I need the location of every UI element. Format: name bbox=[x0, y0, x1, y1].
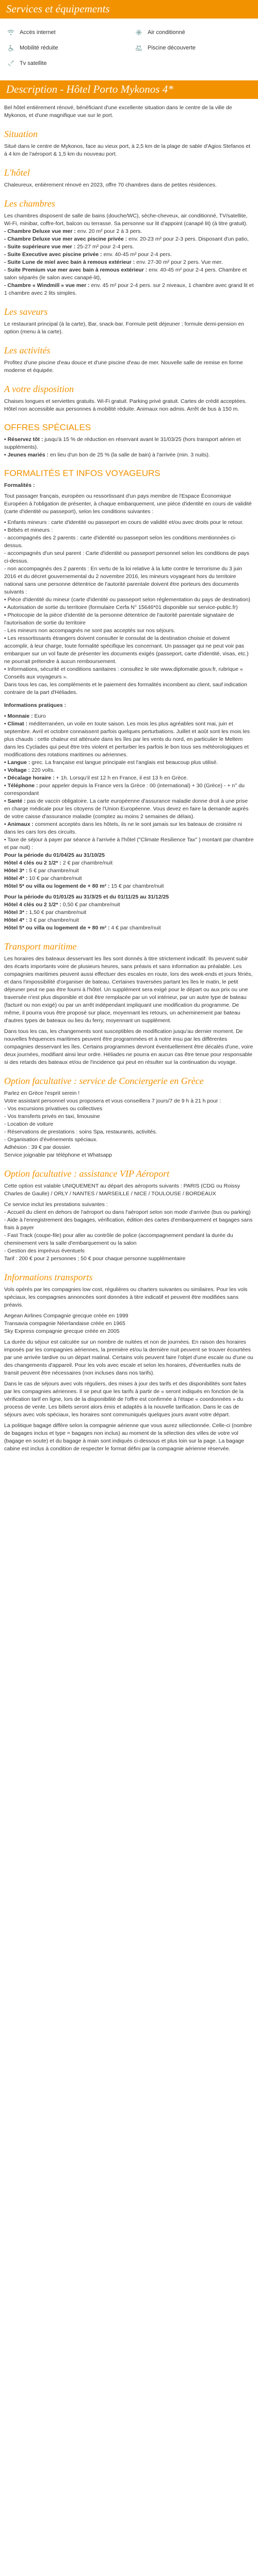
service-label: Accès internet bbox=[20, 29, 56, 36]
service-aircon bbox=[129, 29, 258, 36]
practical-item: Hôtel 4* : 10 € par chambre/nuit bbox=[4, 875, 82, 882]
formalities-paragraph: Tout passager français, européen ou ressortissant d'un pays membre de l'Espace Économique Européen à l'obligation de présenter, à chaque embarquement, une pièce d'identité en cours de validité (carte d'identité ou passeport), selon les conditions suivantes : bbox=[4, 493, 252, 515]
snowflake-icon bbox=[132, 29, 146, 36]
rooms-line: - Suite Premium vue mer avec bain à remous extérieur : env. 40-45 m² pour 2-4 pers. Chambre et salon séparés (le salon avec canapé-lit), bbox=[4, 267, 247, 281]
formalities-paragraph: • Informations, sécurité et conditions sanitaires : consultez le site www.diplomatie.gouv.fr, rubrique « Conseils aux voyageurs ». bbox=[4, 666, 243, 680]
practical-item: Pour la période du 01/04/25 au 31/10/25 bbox=[4, 852, 105, 858]
formalities-body bbox=[4, 493, 254, 697]
rooms-line: - Chambre « Windmill » vue mer : env. 45 m² pour 2-4 pers. sur 2 niveaux, 1 chambre avec grand lit et 1 chambre avec 2 lits simples. bbox=[4, 282, 254, 296]
formalities-paragraph: • Bébés et mineurs : bbox=[4, 527, 53, 533]
info-paragraph: La politique bagage diffère selon la compagnie aérienne que vous aurez sélectionnée. Celle-ci (nombre de bagages inclus et type = bagages non inclus) au moment de la sélection des villes de votre vol (bagage en soute) et du bagage à main sont indiqués ci-dessous et plus loin sur la page. La bagage cabine est inclus à condition de respecter le format défini par la compagnie aérienne réservée. bbox=[4, 1422, 252, 1452]
practical-item: Hôtel 3* : 1,50 € par chambre/nuit bbox=[4, 909, 87, 916]
offers-heading: OFFRES SPÉCIALES bbox=[4, 422, 91, 432]
hotel-text: Chaleureux, entièrement rénové en 2023, offre 70 chambres dans de petites résidences. bbox=[4, 182, 217, 188]
practical-body bbox=[4, 713, 254, 932]
vip-item: - Gestion des imprévus éventuels bbox=[4, 1248, 85, 1254]
concierge-item: Adhésion : 39 € par dossier. bbox=[4, 1144, 72, 1150]
flavors-text: Le restaurant principal (à la carte), Bar, snack-bar. Formule petit déjeuner ; formule demi-pension en option (menu à la carte). bbox=[4, 321, 245, 335]
practical-item: Hôtel 3* : 5 € par chambre/nuit bbox=[4, 868, 79, 874]
activities-text: Profitez d'une piscine d'eau douce et d'une piscine d'eau de mer. Nouvelle salle de remise en forme moderne et équipée. bbox=[4, 360, 243, 374]
practical-item: Hôtel 5* ou villa ou logement de + 80 m² : 15 € par chambre/nuit bbox=[4, 883, 164, 889]
service-internet bbox=[0, 29, 129, 36]
info-paragraph: Sky Express compagnie grecque créée en 2005 bbox=[4, 1328, 120, 1334]
offer-item: • Jeunes mariés : en lieu d'un bon de 25 % (la salle de bain) à l'arrivée (min. 3 nuits). bbox=[4, 452, 210, 458]
concierge-item: Votre assistant personnel vous proposera et vous conseillera 7 jours/7 de 9 h à 21 h pour : bbox=[4, 1098, 221, 1104]
rooms-line: - Suite Executive avec piscine privée : env. 40-45 m² pour 2-4 pers. bbox=[4, 251, 172, 258]
formalities-paragraph: - non accompagnés des 2 parents : En vertu de la loi relative à la lutte contre le terrorisme du 3 juin 2016 et du décret gouvernemental du 2 novembre 2016, les mineurs voyageant hors du territoire national sans une personne détentrice de l'autorité parentale doivent être porteurs des documents suivants : bbox=[4, 566, 243, 595]
formalities-paragraph: • Photocopie de la pièce d'identité de la personne détentrice de l'autorité parentale signataire de l'autorisation de sortie du territoire bbox=[4, 612, 234, 626]
info-paragraph: Dans le cas de séjours avec vols réguliers, des mises à jour des tarifs et des disponibilités sont faites par les compagnies aériennes. Il se peut que les tarifs à partir de « seront indiqués en fonction de la vérification tarif en ligne, lors de la disponibilité de l'offre est confirmée à l'étape « coordonnées » du process de vente. Les billets seront alors émis et adaptés à la nouvelle tarification. Dans le cas de séjours avec vols spéciaux, les horaires sont communiqués quelques jours avant votre départ. bbox=[4, 1381, 247, 1418]
info-paragraph: Aegean Airlines Compagnie grecque créée en 1999 bbox=[4, 1313, 128, 1319]
situation-text: Situé dans le centre de Mykonos, face au vieux port, à 2,5 km de la plage de sable d'Agios Stefanos et à 4 km de l'aéroport & 1,5 km du nouveau port. bbox=[4, 143, 251, 157]
concierge-item: - Location de voiture bbox=[4, 1121, 54, 1127]
services-list bbox=[0, 19, 258, 79]
practical-item: • Langue : grec. La française est langue principale est l'anglais est beaucoup plus utilisé. bbox=[4, 759, 218, 766]
concierge-item: - Organisation d'événements spéciaux. bbox=[4, 1137, 98, 1143]
practical-item: • Animaux : comment acceptés dans les hôtels, ils ne le sont jamais sur les bateaux de croisière ni dans les cars lors des circuits. bbox=[4, 821, 242, 835]
disposal-heading: A votre disposition bbox=[4, 384, 74, 394]
flavors-heading: Les saveurs bbox=[4, 307, 48, 317]
practical-item: • Voltage : 220 volts. bbox=[4, 767, 55, 773]
satellite-icon bbox=[4, 60, 18, 66]
service-label: Mobilité réduite bbox=[20, 45, 58, 51]
transport-paragraph: Les horaires des bateaux desservant les îles sont donnés à titre strictement indicatif. Ils peuvent subir des écarts importants voire de plusieurs heures, sans préavis et sans information au préalable. Les compagnies maritimes peuvent aussi effectuer des escales en route, lors des week-ends et jours fériés, et dans l'impossibilité d'organiser de bateau. Certaines traversées partant les îles le matin, le petit déjeuner peut ne pas être fourni à l'hôtel. Un supplément sera exigé pour le départ ou aux prix ou une traversée n'est plus disponible et doit être remplacée par un vol intérieur, par un autre type de bateau (facturé ou non exigé) ou par un arrêt indépendant impliquant une modification du programme. De même, il pourra vous être proposé sur place, moyennant les retours, un acheminement par bateau d'autres types de bateaux ou lieu du ferry, moyennant un supplément. bbox=[4, 956, 253, 1024]
description-title: Description - Hôtel Porto Mykonos 4* bbox=[6, 83, 173, 95]
wheelchair-icon bbox=[4, 45, 18, 52]
service-mobility bbox=[0, 45, 129, 52]
services-title: Services et équipements bbox=[6, 3, 110, 15]
practical-item: • Taxe de séjour à payer par séance à l'arrivée à l'hôtel ("Climate Resilience Tax" ) montant par chambre et par nuit) : bbox=[4, 837, 254, 851]
formalities-paragraph: • Les ressortissants étrangers doivent consulter le consulat de la destination choisie et doivent accomplir, à leur charge, toute formalité spécifique les concernant. Un passager qui ne peut voir pas embarquer sur un vol faute de présenter les documents exigés (passeport, carte d'identité, visas, etc.) ne pourrait prétendre à aucun remboursement. bbox=[4, 635, 249, 665]
service-pool bbox=[129, 45, 258, 51]
rooms-line: - Chambre Deluxe vue mer : env. 20 m² pour 2 à 3 pers. bbox=[4, 228, 142, 234]
concierge-heading: Option facultative : service de Conciergerie en Grèce bbox=[4, 1076, 204, 1086]
description-content bbox=[0, 104, 258, 1453]
concierge-item: - Vos excursions privatives ou collectives bbox=[4, 1106, 103, 1112]
vip-item: - Fast Track (coupe-file) pour aller au contrôle de police (accompagnement pendant la durée du cheminement vers la salle d'embarquement ou la salon bbox=[4, 1232, 233, 1246]
concierge-body bbox=[4, 1090, 254, 1159]
vip-item: - Aide à l'enregistrement des bagages, vérification, édition des cartes d'embarquement et bagages sans frais à payer bbox=[4, 1217, 253, 1231]
rooms-line: - Chambre Deluxe vue mer avec piscine privée : env. 20-23 m² pour 2-3 pers. Disposant d'un patio, bbox=[4, 236, 249, 242]
concierge-item: Parlez en Grèce l'esprit serein ! bbox=[4, 1090, 80, 1096]
info-paragraph: Vols opérés par les compagnies low cost, régulières ou charters suivantes ou similaires. Pour les vols spéciaux, les compagnies annoncées sont données à titre indicatif et peuvent être modifiées sans préavis. bbox=[4, 1286, 248, 1308]
practical-item: • Téléphone : pour appeler depuis la France vers la Grèce : 00 (international) + 30 (Grèce) - + n° du correspondant bbox=[4, 783, 245, 796]
practical-item: • Décalage horaire : + 1h. Lorsqu'il est 12 h en France, il est 13 h en Grèce. bbox=[4, 775, 188, 781]
practical-item: • Monnaie : Euro bbox=[4, 713, 46, 719]
practical-item: Hôtel 4 clés ou 2 1/2* : 2 € par chambre/nuit bbox=[4, 860, 113, 866]
info-paragraph: La durée du séjour est calculée sur un nombre de nuitées et non de journées. En raison des horaires imposés par les compagnies aériennes, la première et/ou la dernière nuit peuvent se trouver écourtées par une arrivée tardive ou un départ matinal. Certains vols peuvent faire l'objet d'une escale ou d'une ou des changements d'appareil. Pour les vols avec escale et selon les horaires, d'éventuelles nuits de transit peuvent être nécessaires (non incluses dans nos tarifs). bbox=[4, 1339, 253, 1376]
service-tv bbox=[0, 60, 129, 66]
concierge-item: Service joignable par téléphone et Whatsapp bbox=[4, 1152, 112, 1158]
practical-item: Hôtel 5* ou villa ou logement de + 80 m² : 4 € par chambre/nuit bbox=[4, 925, 161, 931]
practical-label: Informations pratiques : bbox=[4, 702, 67, 708]
transport-heading: Transport maritime bbox=[4, 941, 77, 952]
rooms-line: Les chambres disposent de salle de bains (douche/WC), sèche-cheveux, air conditionné, TV/satellite, Wi-Fi, minibar, coffre-fort, balcon ou terrasse. Sa personne sur lit d'appoint (canapé lit) (à titre gratuit). bbox=[4, 213, 248, 227]
vip-item: - Accueil du client en dehors de l'aéroport ou dans l'aéroport selon son mode d'arrivée (bus ou parking) bbox=[4, 1209, 251, 1215]
vip-item: Cette option est valable UNIQUEMENT au départ des aéroports suivants : PARIS (CDG ou Roissy Charles de Gaulle) / ORLY / NANTES / MARSEILLE / NICE / TOULOUSE / BORDEAUX bbox=[4, 1183, 240, 1197]
practical-item: Hôtel 4* : 3 € par chambre/nuit bbox=[4, 917, 79, 923]
services-title-bar bbox=[0, 0, 258, 19]
info-body bbox=[4, 1286, 254, 1453]
description-title-bar bbox=[0, 80, 258, 99]
service-label: Tv satellite bbox=[20, 60, 47, 66]
rooms-line: - Suite Lune de miel avec bain à remous extérieur : env. 27-30 m² pour 2 pers. Vue mer. bbox=[4, 259, 223, 265]
practical-item: Hôtel 4 clés ou 2 1/2* : 0,50 € par chambre/nuit bbox=[4, 902, 120, 908]
vip-body bbox=[4, 1182, 254, 1263]
hotel-heading: L'hôtel bbox=[4, 167, 30, 178]
formalities-paragraph: - accompagnés des 2 parents : carte d'identité ou passeport selon les conditions mentionnées ci-dessus. bbox=[4, 535, 237, 549]
wifi-icon bbox=[4, 29, 18, 36]
disposal-text: Chaises longues et serviettes gratuits. Wi-Fi gratuit. Parking privé gratuit. Cartes de crédit acceptées. Hôtel non accessible aux personnes à mobilité réduite. Animaux non admis. Arrêt de bus à 150 m. bbox=[4, 398, 247, 412]
formalities-label: Formalités : bbox=[4, 482, 35, 488]
vip-item: Ce service inclut les prestations suivantes : bbox=[4, 1201, 108, 1208]
vip-heading: Option facultative : assistance VIP Aéroport bbox=[4, 1168, 170, 1179]
formalities-paragraph: • Autorisation de sortie du territoire (formulaire Cerfa N° 15646*01 disponible sur service-public.fr) bbox=[4, 604, 238, 611]
practical-item: • Santé : pas de vaccin obligatoire. La carte européenne d'assurance maladie donne droit à une prise en charge médicale pour les citoyens de l'Union Européenne. Vous devez en faire la demande auprès de votre caisse d'assurance maladie (comptez au moins 2 semaines de délais). bbox=[4, 798, 249, 820]
rooms-line: - Suite supérieure vue mer : 25-27 m² pour 2-4 pers. bbox=[4, 244, 134, 250]
situation-heading: Situation bbox=[4, 129, 38, 139]
practical-item: Pour la période du 01/01/25 au 31/3/25 et du 01/11/25 au 31/12/25 bbox=[4, 894, 169, 900]
info-heading: Informations transports bbox=[4, 1272, 93, 1282]
info-paragraph: Transavia compagnie Néerlandaise créée en 1965 bbox=[4, 1320, 125, 1327]
service-label: Air conditionné bbox=[148, 29, 185, 36]
service-label: Piscine découverte bbox=[148, 45, 196, 51]
offer-item: • Réservez tôt : jusqu'à 15 % de réduction en réservant avant le 31/03/25 (hors transport aérien et suppléments). bbox=[4, 436, 241, 450]
transport-paragraph: Dans tous les cas, les changements sont susceptibles de modification jusqu'au dernier moment. De nouvelles fréquences maritimes peuvent être programmées et à notre insu par les différentes compagnies desservant les îles. Certains programmes devront éventuellement être décalés d'une, voire deux journées, modifiant ainsi leur ordre. Héliades ne pourra en aucun cas être tenue pour responsable si des retards des bateaux et/ou de l'incidence qui peut en résulter sur la continuation du voyage. bbox=[4, 1028, 253, 1065]
activities-heading: Les activités bbox=[4, 345, 51, 355]
concierge-item: - Réservations de prestations : soins Spa, restaurants, activités. bbox=[4, 1129, 157, 1135]
formalities-paragraph: • Enfants mineurs : carte d'identité ou passeport en cours de validité et/ou avec droits pour le retour. bbox=[4, 519, 244, 526]
practical-item: • Climat : méditerranéen, un voile en toute saison. Les mois les plus agréables sont mai, juin et septembre. Avril et octobre connaissent parfois quelques perturbations. Juillet et août sont les mois les plus chauds : cette chaleur est atténuée dans les îles par les vents du nord, en particulier le Meltem dans les Cyclades qui peut être très violent et perturber les parfois le bon tous ses météorologiques et modifications des rotations maritimes ou aériennes. bbox=[4, 721, 250, 758]
formalities-heading: FORMALITÉS ET INFOS VOYAGEURS bbox=[4, 468, 160, 478]
pool-icon bbox=[132, 45, 146, 51]
concierge-item: - Vos transferts privés en taxi, limousine bbox=[4, 1113, 100, 1120]
formalities-paragraph: - Les mineurs non accompagnés ne sont pas acceptés sur nos séjours. bbox=[4, 628, 175, 634]
formalities-paragraph: • Pièce d'identité du mineur (carte d'identité ou passeport selon réglementation du pays de destination) bbox=[4, 597, 250, 603]
rooms-heading: Les chambres bbox=[4, 198, 55, 209]
intro-text: Bel hôtel entièrement rénové, bénéficiant d'une excellente situation dans le centre de la ville de Mykonos, et d'une magnifique vue sur le port. bbox=[4, 105, 232, 118]
vip-item: Tarif : 200 € pour 2 personnes ; 50 € pour chaque personne supplémentaire bbox=[4, 1256, 186, 1262]
formalities-paragraph: - accompagnés d'un seul parent : Carte d'identité ou passeport personnel selon les conditions de pays ci-dessus. bbox=[4, 550, 250, 564]
formalities-paragraph: Dans tous les cas, les compléments et le paiement des formalités incombent au client, sauf indication contraire de la part d'Héliades. bbox=[4, 682, 247, 696]
